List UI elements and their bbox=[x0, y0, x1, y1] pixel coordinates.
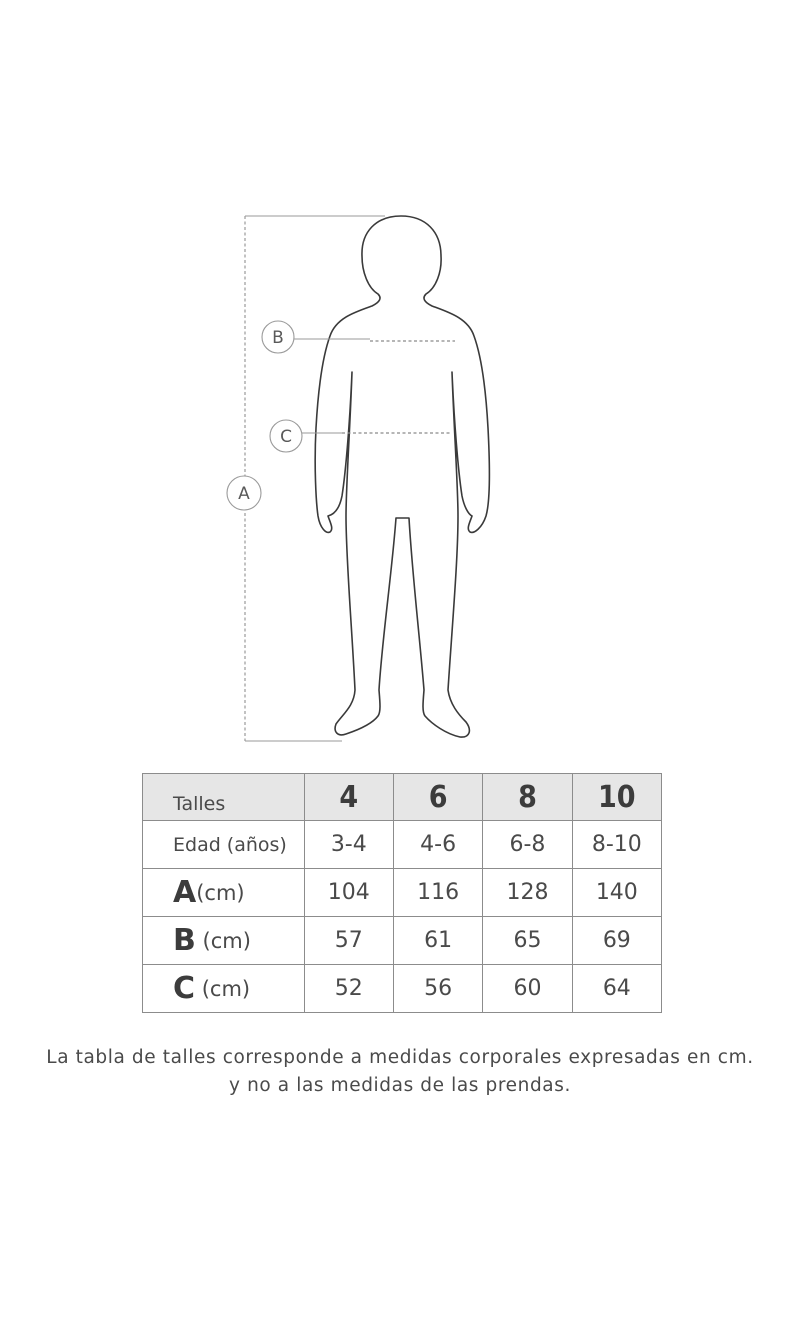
note-line-1: La tabla de talles corresponde a medidas corporales expresadas en cm. bbox=[46, 1047, 754, 1068]
table-cell: 61 bbox=[393, 917, 482, 965]
table-cell: 4-6 bbox=[393, 821, 482, 869]
child-silhouette bbox=[315, 216, 489, 737]
table-row-c bbox=[143, 965, 662, 1013]
table-cell: 104 bbox=[304, 869, 393, 917]
row-letter: C bbox=[173, 971, 196, 1006]
b-marker-label: B bbox=[272, 328, 284, 348]
size-header-row bbox=[143, 774, 662, 821]
size-header-cell: 10 bbox=[572, 774, 661, 821]
table-row-a bbox=[143, 869, 662, 917]
table-cell: 128 bbox=[483, 869, 572, 917]
row-letter: A bbox=[173, 875, 197, 910]
table-cell: 8-10 bbox=[572, 821, 661, 869]
table-cell: 116 bbox=[393, 869, 482, 917]
row-unit: (cm) bbox=[195, 977, 251, 1001]
c-marker-label: C bbox=[280, 427, 292, 447]
a-marker-label: A bbox=[238, 484, 250, 504]
table-cell: 140 bbox=[572, 869, 661, 917]
table-cell: 52 bbox=[304, 965, 393, 1013]
table-row-edad bbox=[143, 821, 662, 869]
table-cell: 56 bbox=[393, 965, 482, 1013]
size-table bbox=[142, 773, 662, 1013]
talles-header: Talles bbox=[143, 774, 305, 821]
row-letter: B bbox=[173, 923, 196, 958]
size-header-cell: 6 bbox=[393, 774, 482, 821]
table-cell: 3-4 bbox=[304, 821, 393, 869]
row-label-c bbox=[143, 965, 305, 1013]
row-label-edad: Edad (años) bbox=[143, 821, 305, 869]
row-unit: (cm) bbox=[196, 881, 245, 905]
table-row-b bbox=[143, 917, 662, 965]
size-header-cell: 8 bbox=[483, 774, 572, 821]
table-cell: 64 bbox=[572, 965, 661, 1013]
size-header-cell: 4 bbox=[304, 774, 393, 821]
table-cell: 65 bbox=[483, 917, 572, 965]
size-table-note bbox=[0, 1044, 800, 1100]
table-cell: 6-8 bbox=[483, 821, 572, 869]
table-cell: 57 bbox=[304, 917, 393, 965]
row-label-b bbox=[143, 917, 305, 965]
row-unit: (cm) bbox=[195, 929, 251, 953]
table-cell: 69 bbox=[572, 917, 661, 965]
note-line-2: y no a las medidas de las prendas. bbox=[229, 1075, 571, 1096]
table-cell: 60 bbox=[483, 965, 572, 1013]
row-label-a bbox=[143, 869, 305, 917]
